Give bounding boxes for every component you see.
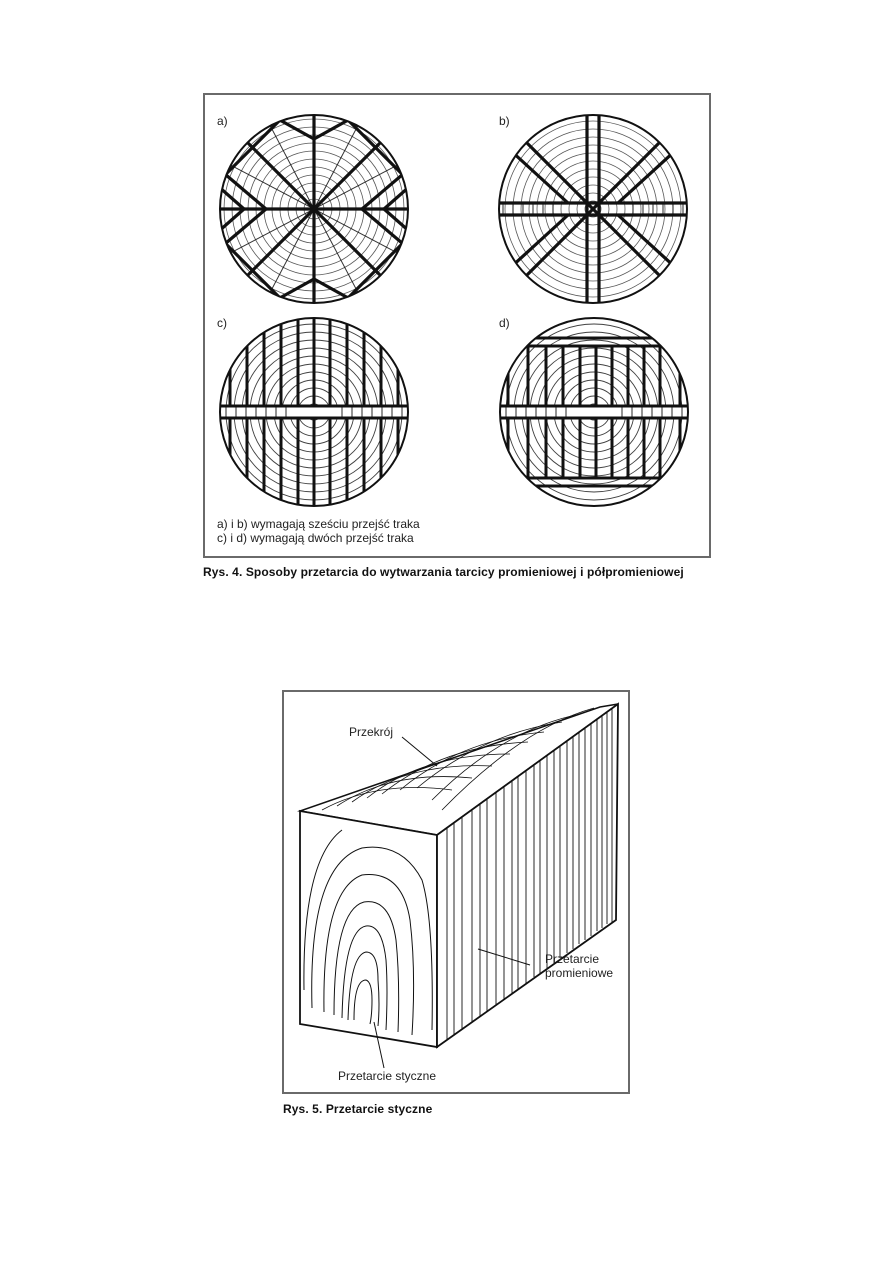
log-diagram-c bbox=[219, 317, 409, 507]
timber-beam-diagram bbox=[282, 690, 630, 1094]
log-diagram-b bbox=[498, 114, 688, 304]
log-diagram-d bbox=[499, 317, 689, 507]
figure-5-caption: Rys. 5. Przetarcie styczne bbox=[283, 1102, 433, 1116]
panel-label-a: a) bbox=[217, 114, 228, 128]
callout-radial-line-1: Przetarcie bbox=[545, 952, 600, 966]
callout-tangential: Przetarcie styczne bbox=[338, 1069, 437, 1083]
figure-4-caption: Rys. 4. Sposoby przetarcia do wytwarzania tarcicy promieniowej i półpromieniowej bbox=[203, 565, 684, 579]
figure-4-note-2: c) i d) wymagają dwóch przejść traka bbox=[217, 531, 414, 545]
panel-label-b: b) bbox=[499, 114, 510, 128]
callout-cross-section: Przekrój bbox=[349, 725, 394, 739]
panel-label-c: c) bbox=[217, 316, 227, 330]
callout-radial-line-2: promieniowe bbox=[545, 966, 614, 980]
figure-4-note-1: a) i b) wymagają sześciu przejść traka bbox=[217, 517, 420, 531]
panel-label-d: d) bbox=[499, 316, 510, 330]
log-diagram-a bbox=[219, 114, 409, 304]
